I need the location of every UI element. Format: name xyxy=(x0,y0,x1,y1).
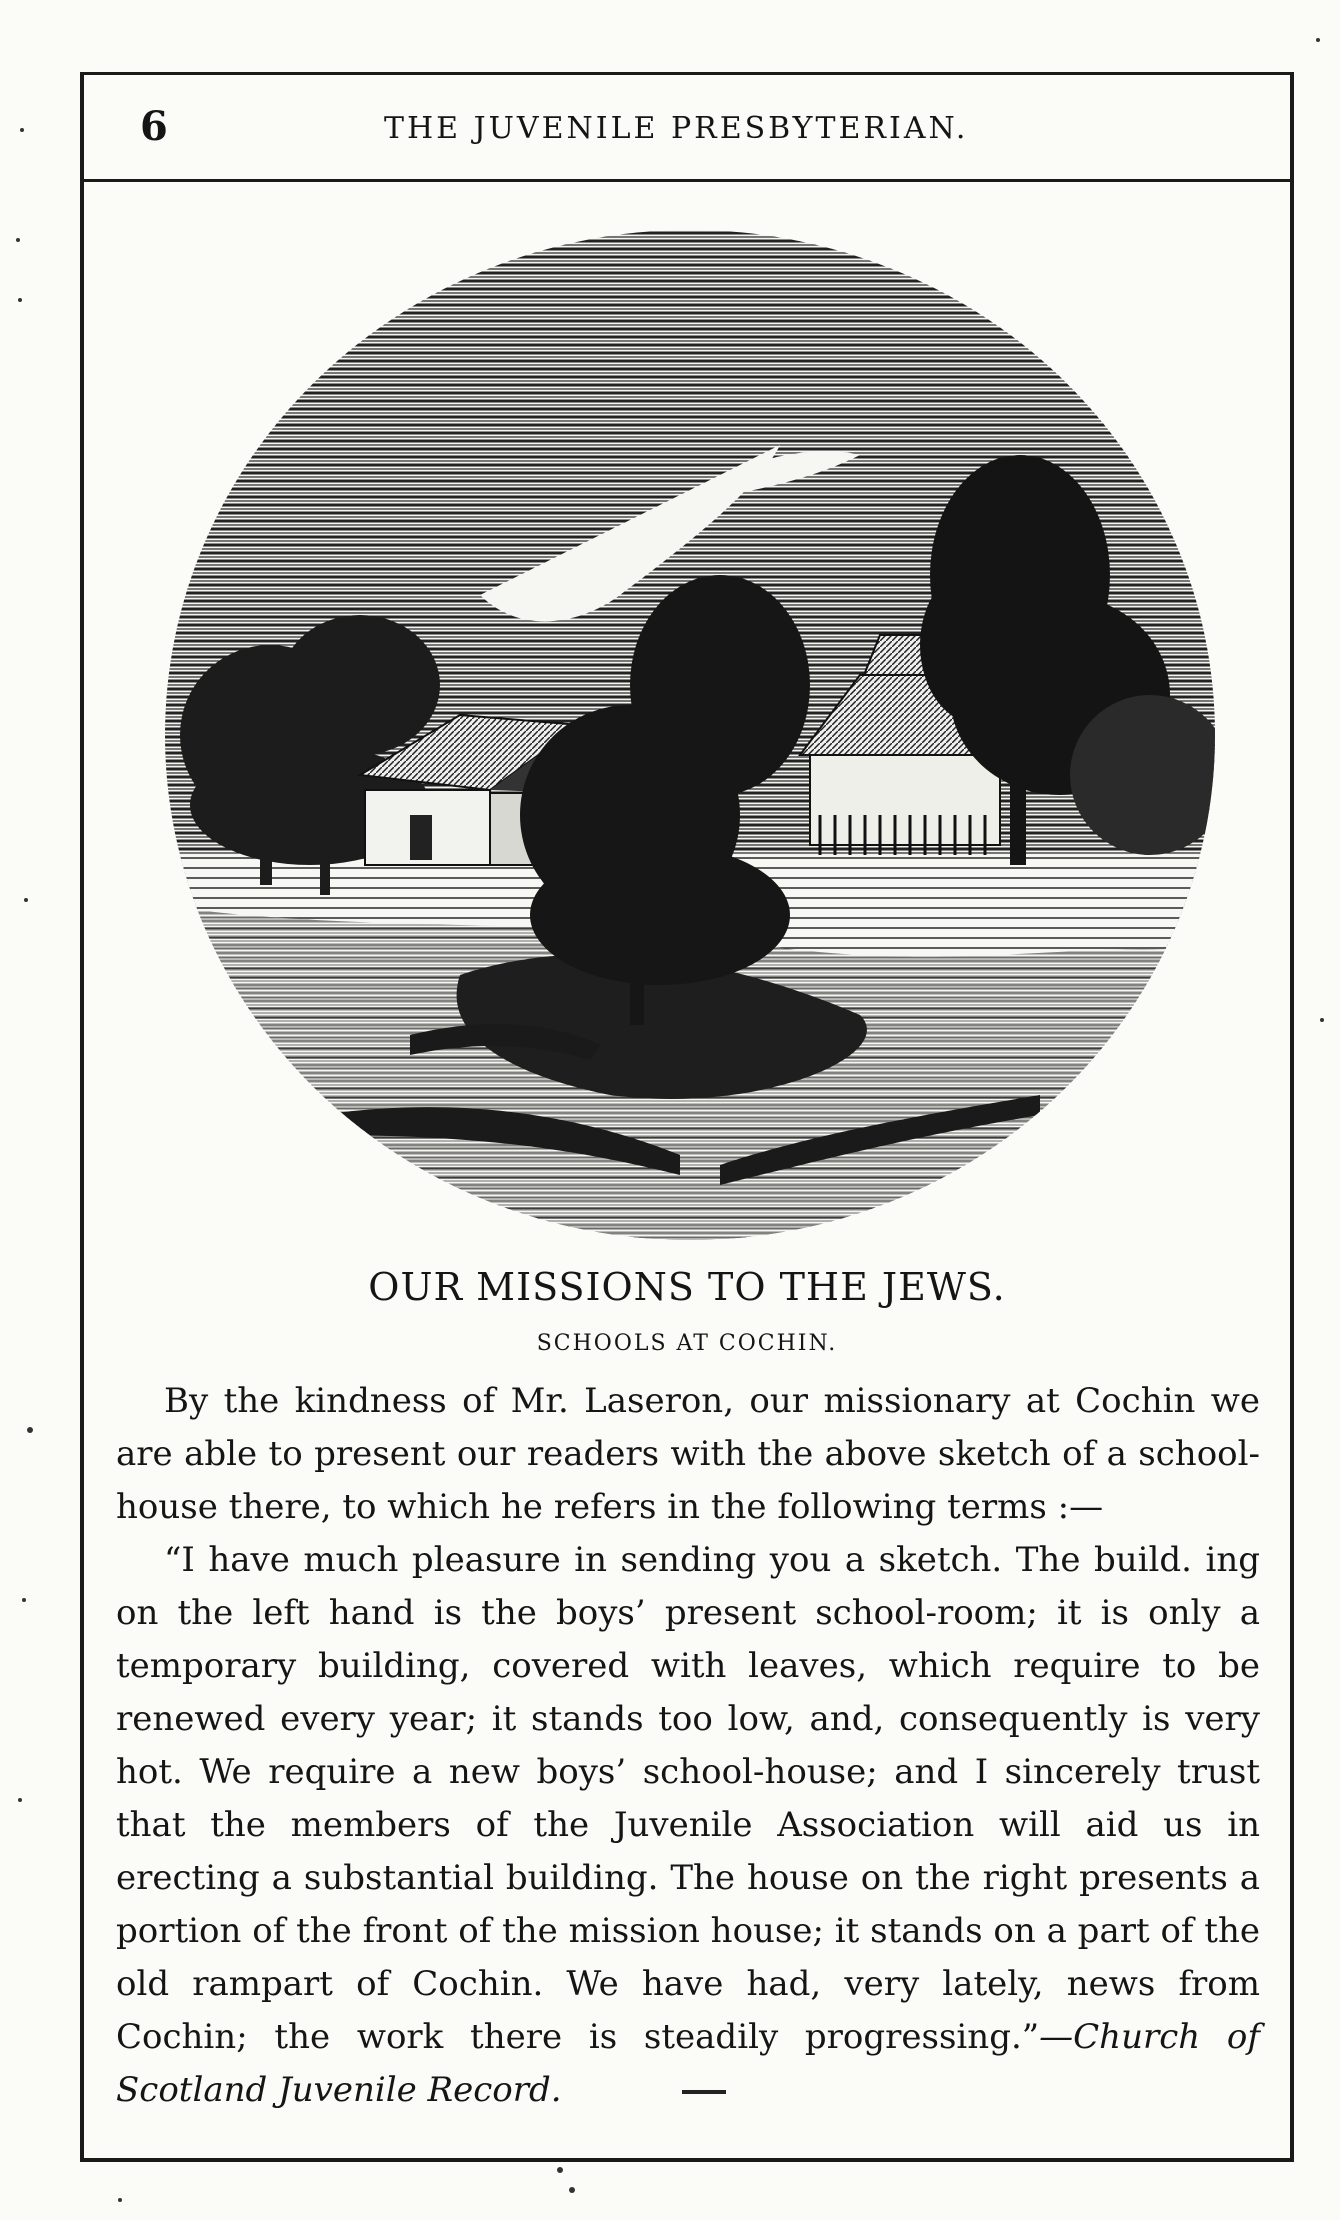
article-body xyxy=(116,1375,1260,2117)
intro-text: By the kindness of Mr. Laseron, our missionary at Cochin we are able to present our readers with the above sketch of a school-house there, to which he refers in the following terms :— xyxy=(116,1381,1260,1527)
quote-paragraph xyxy=(116,1534,1260,2117)
running-title: THE JUVENILE PRESBYTERIAN. xyxy=(384,111,969,146)
quote-text: “I have much pleasure in sending you a sketch. The build. ing on the left hand is the boys’ present school-room; it is only a temporary building, covered with leaves, which require to be renewed every year; it stands too low, and, consequently is very hot. We require a new boys’ school-house; and I sincerely trust that the members of the Juvenile Association will aid us in erecting a substantial building. The house on the right presents a portion of the front of the mission house; it stands on a part of the old rampart of Cochin. We have had, very lately, news from Cochin; the work there is steadily progressing.” xyxy=(116,1540,1260,2057)
article-title: OUR MISSIONS TO THE JEWS. xyxy=(368,1265,1006,1309)
engraving-school-house-with-trees xyxy=(160,215,1220,1245)
page-frame xyxy=(80,72,1294,2162)
page-header xyxy=(84,75,1290,182)
source-citation: —Church of Scotland Juvenile Record. xyxy=(116,2017,1260,2110)
page-number: 6 xyxy=(140,103,168,150)
article-subtitle: SCHOOLS AT COCHIN. xyxy=(536,1331,838,1356)
intro-paragraph xyxy=(116,1375,1260,1534)
closing-rule xyxy=(682,2090,726,2094)
